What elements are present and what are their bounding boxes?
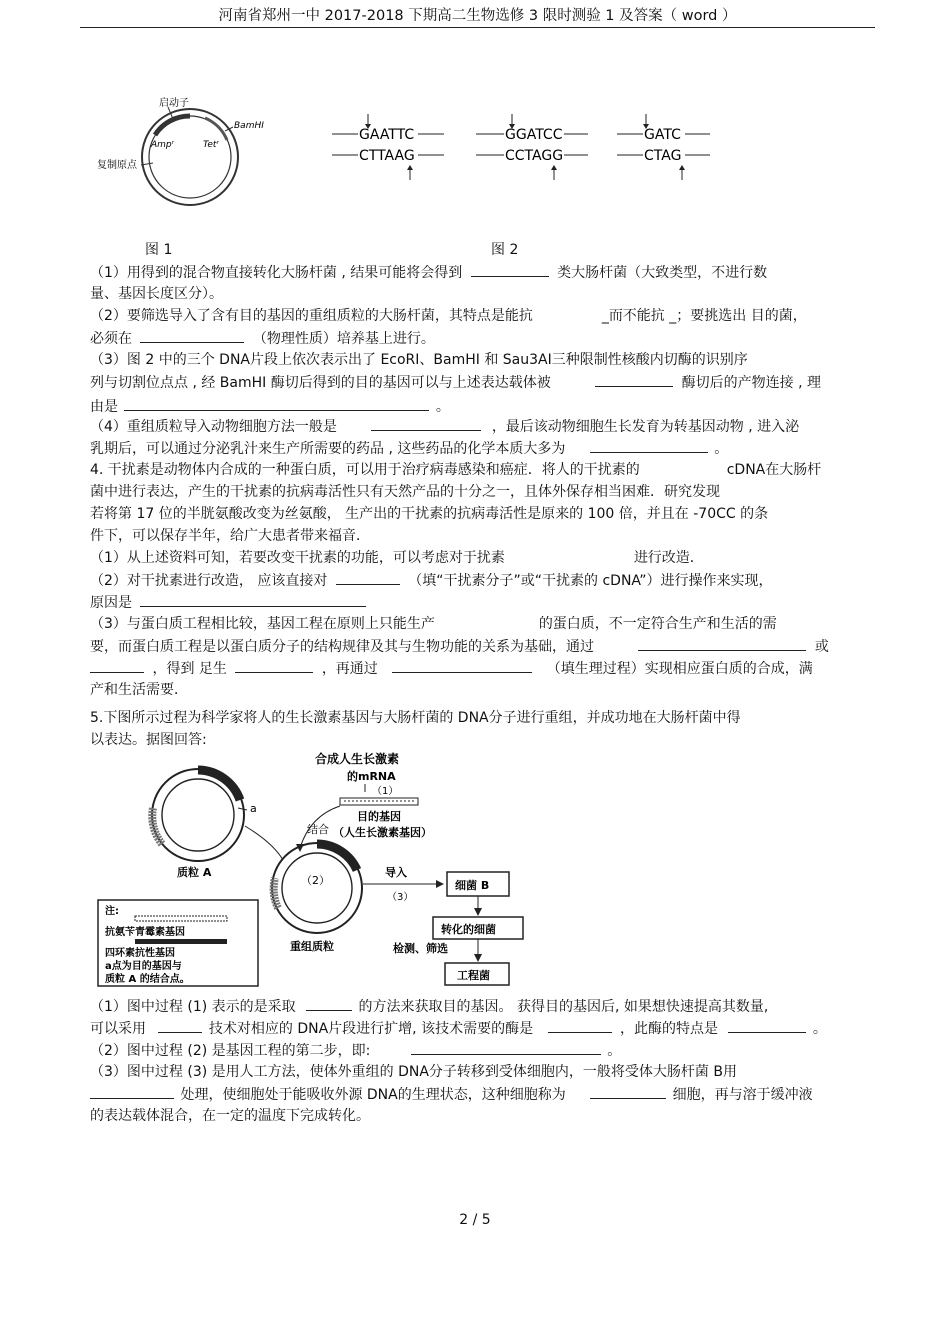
q4-line-1 <box>90 460 821 480</box>
site-2-bottom: CCTAGG <box>505 148 564 164</box>
answer-blank[interactable] <box>590 438 708 453</box>
q4-text: ，得到 足生 <box>152 661 227 677</box>
label-plasmid-a: 质粒 A <box>177 866 212 879</box>
page-header: 河南省郑州一中 2017-2018 下期高二生物选修 3 限时测验 1 及答案（ word ） <box>218 8 737 24</box>
q4-text: ，再通过 <box>321 661 378 677</box>
page-number: 2 / 5 <box>459 1212 491 1228</box>
answer-blank[interactable] <box>471 262 549 277</box>
q4-2-line <box>90 570 773 591</box>
label-step-3: （3） <box>387 892 414 903</box>
bamhi-label: BamHI <box>234 121 264 131</box>
header-rule <box>80 27 875 28</box>
q5-text: 的方法来获取目的基因。 获得目的基因后, 如果想快速提高其数量, <box>358 999 769 1015</box>
q3-text: 量、基因长度区分）。 <box>90 286 223 302</box>
q4-text: 产和生活需要． <box>90 682 188 698</box>
q5-text: （3）图中过程 (3) 是用人工方法，使体外重组的 DNA分子转移到受体细胞内，一般将受体大肠杆菌 B用 <box>90 1064 737 1080</box>
answer-blank[interactable] <box>124 396 429 411</box>
q3-3-line <box>90 372 821 393</box>
q4-text: 4. 干扰素是动物体内合成的一种蛋白质，可以用于治疗病毒感染和癌症．将人的干扰素的 <box>90 462 640 478</box>
label-transformed: 转化的细菌 <box>441 923 496 936</box>
q4-text: 菌中进行表达，产生的干扰素的抗病毒活性只有天然产品的十分之一，且体外保存相当困难．研究发现 <box>90 484 720 500</box>
answer-blank[interactable] <box>306 996 352 1011</box>
promoter-label: 启动子 <box>159 98 189 109</box>
site-2-top: GGATCC <box>505 127 563 143</box>
q5-text: ，此酶的特点是 <box>620 1021 718 1037</box>
q5-2-line <box>90 1040 621 1061</box>
q3-text: _而不能抗 _；要挑选出 目的菌， <box>601 308 807 324</box>
q4-text: cDNA在大肠杆 <box>726 462 822 478</box>
q4-text: 的蛋白质，不一定符合生产和生活的需 <box>538 616 777 632</box>
site-1-top: GAATTC <box>359 127 415 143</box>
q3-text: 由是 <box>90 399 118 415</box>
answer-blank[interactable] <box>140 592 366 607</box>
label-point-a: a <box>250 802 257 815</box>
site-1-bottom: CTTAAG <box>359 148 415 164</box>
q3-1-line <box>90 262 767 283</box>
q3-4b-line <box>90 438 728 459</box>
label-step-2: （2） <box>301 874 330 887</box>
answer-blank[interactable] <box>638 636 806 651</box>
q3-4-line <box>90 416 799 437</box>
note-amp: 抗氨苄青霉素基因 <box>105 927 185 938</box>
note-title: 注: <box>105 906 119 917</box>
q3-text: 。 <box>435 399 450 415</box>
q4-text: 或 <box>814 639 829 655</box>
q4-text: （3）与蛋白质工程相比较，基因工程在原则上只能生产 <box>90 616 435 632</box>
answer-blank[interactable] <box>336 570 400 585</box>
q4-3c-line <box>90 658 813 679</box>
label-target-gene: 目的基因 <box>357 810 401 823</box>
q3-text: 酶切后的产物连接 , 理 <box>681 375 821 391</box>
label-bind: 结合 <box>307 823 329 836</box>
note-a1: a点为目的基因与 <box>105 961 182 972</box>
q4-1-line <box>90 548 704 568</box>
q3-text: （1）用得到的混合物直接转化大肠杆菌 , 结果可能将会得到 <box>90 265 463 281</box>
label-recombinant: 重组质粒 <box>290 940 334 953</box>
label-engineered: 工程菌 <box>457 969 490 982</box>
figure-2-caption: 图 2 <box>491 242 519 258</box>
site-3-top: GATC <box>644 127 681 143</box>
site-2 <box>476 114 588 180</box>
q5-text: 。 <box>607 1043 622 1059</box>
answer-blank[interactable] <box>90 658 144 673</box>
q4-text: （1）从上述资料可知，若要改变干扰素的功能，可以考虑对于扰素 <box>90 550 505 566</box>
answer-blank[interactable] <box>590 1084 666 1099</box>
answer-blank[interactable] <box>90 1084 174 1099</box>
label-screen: 检测、筛选 <box>393 942 448 955</box>
q3-3b-line <box>90 396 450 417</box>
q5-text: 技术对相应的 DNA片段进行扩增, 该技术需要的酶是 <box>208 1021 534 1037</box>
q3-text: 乳期后，可以通过分泌乳汁来生产所需要的药品 , 这些药品的化学本质大多为 <box>90 441 566 457</box>
q4-3b-line <box>90 636 829 657</box>
q3-text: （2）要筛选导入了含有目的基因的重组质粒的大肠杆菌，其特点是能抗 <box>90 308 533 324</box>
q5-text: 细胞，再与溶于缓冲液 <box>672 1087 813 1103</box>
label-step-1: （1） <box>372 786 399 797</box>
q5-text: 的表达载体混合，在一定的温度下完成转化。 <box>90 1108 370 1124</box>
q5-text: 以表达。据图回答: <box>90 732 207 748</box>
gene-bar <box>340 798 418 805</box>
answer-blank[interactable] <box>371 416 481 431</box>
q5-text: （2）图中过程 (2) 是基因工程的第二步，即: <box>90 1043 371 1059</box>
q4-text: 件下，可以保存半年，给广大患者带来福音． <box>90 528 370 544</box>
q4-text: （2）对干扰素进行改造， 应该直接对 <box>90 573 328 589</box>
q4-text: 要，而蛋白质工程是以蛋白质分子的结构规律及其与生物功能的关系为基础，通过 <box>90 639 594 655</box>
q4-text: （填生理过程）实现相应蛋白质的合成，满 <box>546 661 813 677</box>
q5-text: 。 <box>812 1021 827 1037</box>
answer-blank[interactable] <box>235 658 313 673</box>
site-3 <box>617 114 710 180</box>
figure-1-caption: 图 1 <box>145 242 173 258</box>
q4-2b-line <box>90 592 370 613</box>
q4-3-line <box>90 614 777 634</box>
q4-text: 若将第 17 位的半胱氨酸改变为丝氨酸， 生产出的干扰素的抗病毒活性是原来的 100 倍，并且在 -70CC 的条 <box>90 506 769 522</box>
answer-blank[interactable] <box>728 1018 806 1033</box>
q3-2-line <box>90 306 807 326</box>
tet-label: Tetʳ <box>203 140 219 150</box>
q3-text: ，最后该动物细胞生长发育为转基因动物 , 进入泌 <box>491 419 800 435</box>
q4-text: 进行改造． <box>633 550 704 566</box>
q3-text: （物理性质）培养基上进行。 <box>252 331 435 347</box>
q5-1b-line <box>90 1018 827 1039</box>
answer-blank[interactable] <box>392 658 532 673</box>
note-swatch-tet <box>135 939 227 944</box>
q3-text: 类大肠杆菌（大致类型，不进行数 <box>557 265 768 281</box>
label-mrna-line1: 合成人生长激素 <box>315 752 400 766</box>
q3-text: 列与切割位点点 , 经 BamHⅠ 酶切后得到的目的基因可以与上述表达载体被 <box>90 375 551 391</box>
q5-text: 5.下图所示过程为科学家将人的生长激素基因与大肠杆菌的 DNA分子进行重组，并成功地在大肠杆菌中得 <box>90 710 741 726</box>
note-a2: 质粒 A 的结合点。 <box>105 974 190 985</box>
amp-label: Ampʳ <box>151 140 174 150</box>
note-tet: 四环素抗性基因 <box>105 948 175 959</box>
q5-text: （1）图中过程 (1) 表示的是采取 <box>90 999 296 1015</box>
q5-1-line <box>90 996 768 1017</box>
figure-q5-gene-engineering <box>95 748 535 988</box>
q3-text: （3）图 2 中的三个 DNA片段上依次表示出了 EcoRⅠ、BamHⅠ 和 Sau3AⅠ三种限制性核酸内切酶的识别序 <box>90 352 748 368</box>
q4-text: （填“干扰素分子”或“干扰素的 cDNA”）进行操作来实现， <box>408 573 773 589</box>
q3-text: 。 <box>714 441 729 457</box>
label-import: 导入 <box>385 866 407 879</box>
figure-1-plasmid <box>95 95 275 210</box>
label-mrna-line2: 的mRNA <box>347 770 396 783</box>
q3-text: （4）重组质粒导入动物细胞方法一般是 <box>90 419 337 435</box>
q5-3b-line <box>90 1084 813 1105</box>
q3-text: 必须在 <box>90 331 132 347</box>
answer-blank[interactable] <box>411 1040 601 1055</box>
site-3-bottom: CTAG <box>644 148 682 164</box>
q5-text: 可以采用 <box>90 1021 146 1037</box>
q3-2b-line <box>90 328 435 349</box>
answer-blank[interactable] <box>158 1018 202 1033</box>
answer-blank[interactable] <box>140 328 244 343</box>
q5-text: 处理，使细胞处于能吸收外源 DNA的生理状态，这种细胞称为 <box>180 1087 566 1103</box>
label-bacteria-b: 细菌 B <box>455 879 490 892</box>
q4-text: 原因是 <box>90 595 132 611</box>
answer-blank[interactable] <box>595 372 673 387</box>
label-target-gene-sub: （人生长激素基因） <box>333 826 432 839</box>
figure-2-restriction-sites <box>330 110 720 190</box>
site-1 <box>332 114 444 180</box>
answer-blank[interactable] <box>548 1018 612 1033</box>
note-swatch-amp <box>135 916 227 921</box>
origin-label: 复制原点 <box>97 160 137 171</box>
